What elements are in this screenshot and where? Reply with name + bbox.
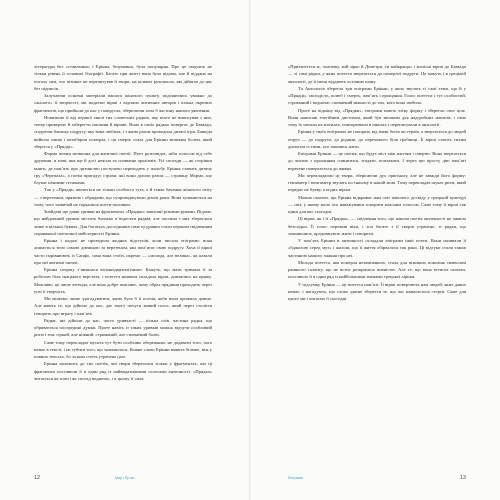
paragraph: Залучаючи основні матеріали вашого жіночого пункту, поділяючись уважно до «жалого» її творчості, ми подаємо вірші з відомих античних авторів і кілька окремих фрагментів, що прийшли до нас у папірусах, зберігаючи хоча б частину нашого уявлення. xyxy=(34,93,212,113)
paragraph: Ерінна і надалі не проводила жодних відступів, коли писала епіграми: вона лишається тією самою дівчиною за веретеном, яка пам’ятає свою подругу. Хоча її вірші часто порівнюють із Сапфо, сама вона стоїть окремо — «молода, але велика», як казали про неї античні читачі. xyxy=(34,238,212,265)
paragraph: Проте на відміну від «Прядки», епіграми мають чітку форму і зберегли своє ціле. Вони написані елегійним дистихом, який був звичним для надгробних написів, і саме тому їх читали на могилах, повторювали в школах і переписували в антології. xyxy=(288,107,466,127)
paragraph: Молода поетеса, яка померла незаміжньою, стала для пізніших поколінь символом раннього таланту, що не встиг розкритися повністю. Але те, що вона встигла сказати, поставило її в один ряд із найбільшими іменами грецької лірики. xyxy=(288,259,466,280)
paragraph: У пам’ять Ерінни в античності складали епіграми інші поети. Вони називали її «бджолою серед муз» і жаліли, що її життя обірвалося так рано. Ці відгуки стали також частиною нашого знання про неї. xyxy=(288,238,466,258)
paragraph: Ці вірші, як і її «Прядка», — свідчення того, що жіноча поезія античності не зникла безслідно. Її голос пережив віки, і хоч багато з її творів утрачено, ті рядки, що залишилися, продовжують жити і говорити. xyxy=(288,216,466,236)
paragraph: «Прихилітеся ж, чоловіку, мій зірко й Деметри, ти найкраща» і жалісні вірші до Бавкіди — ті самі рядки, у яких поетеса звертається до померлої подруги. Це кажуть і в грецькій антології, де її імені віддають останню шану. xyxy=(288,64,466,84)
paragraph: Та Антологія зберегла три епіграми Ерінни, у яких звучать ті самі теми, що й у «Прядці»: молодість, шлюб і смерть, пам’ять і прощання. Голос поетеси і тут особистий, стриманий і водночас сповнений ніжності до тих, кого вона любила. xyxy=(288,85,466,106)
right-running-head: Епіграми xyxy=(288,476,303,480)
right-page-body xyxy=(288,63,466,302)
paragraph: Ерінна у своїх епіграмах не говорить від імені богів чи героїв, а звертається до людей поруч — до подруги, до родини, до перехожого біля гробниці. Її вірші стають тихим діалогом із тими, хто лишився жити. xyxy=(288,129,466,149)
paragraph: Так у «Прядці» являється не тільки особиста туга, а й тонке бачення жіночого світу — з веретеном, пряжею і обрядами, що супроводжували дівочі роки. Вона зупиняється на тому, чого зазвичай не торкалися поети-чоловіки. xyxy=(34,187,212,207)
left-page-number: 12 xyxy=(34,475,41,481)
paragraph: Рядки, які дійшли до нас, часто уривчасті — кілька слів, частина рядка, що обривається посередині думки. Проте навіть із таких уривків можна відчути особливий ритм і тон: гіркий, але ніжний; стриманий, але сповнений болю. xyxy=(34,317,212,338)
paragraph: Ерінна належить до тих поетів, чиї твори збереглися тільки у фрагментах, але ці фрагменти поставили її в один ряд із найвидатнішими голосами античності. «Прядка» читається як плач і як спогад водночас, і в цьому її сила. xyxy=(34,361,212,381)
left-running-head: Мир і Пр-во xyxy=(115,476,135,480)
paragraph: Форма поеми незвична для античної поезії. Поет розповідає, ніби голосом від себе дружини, в мові, яка ще й досі неясна та сповнена архаїзмів. Усі спогади — як сторінки книги, де пам’ять про дитинство поступово переходить у жалобу. Ерінна ставить дитячу гру «Черепаха», а потім пригадує страхи, які вони ділили разом — страшну Мормо, що блукає нічними стежками. xyxy=(34,151,212,185)
paragraph: Ми перекладаємо ці твори, зберігаючи дух оригіналу, але не завжди його форму: гекзаметр і пентаметр звучать по-іншому в нашій мові. Тому перекладач шукає ритм, який передає не букву, а подих вірша. xyxy=(288,172,466,193)
paragraph: Новизною її від першої хвилі тих словесних рядків, яку ніхто не виписував з них, тепер привертає й заберегти писання й віршів. Вона в своїх рядках повертає до Бавкіди, згадуючи близьку подругу, яку вона любила, і з якою разом проводила дитячі ігри. Бавкіда вийшла заміж і незабаром померла, і ця смерть стала для Ерінни великим болем, який зберігся у «Прядці». xyxy=(34,114,212,149)
paragraph: Саме тому перекладач мусить тут бути особливо обережним: не додавати того, чого немає в тексті, і не губити того, що залишилося. Кожне слово Ерінни важить більше, ніж у повних текстах, бо за ним стоїть утрачене ціле. xyxy=(34,339,212,359)
right-page-number: 13 xyxy=(459,475,466,481)
paragraph: літератури без «ставлення» і Ерінна, безумовно, була популярна. Про це свідчить не тільки рівень її головної біографії. Багато при житті вона була відома, але й віддана на поталу тим, хто пізніше не перечитував її твори, на кількох рукописах, які дійшли до нас без підписів. xyxy=(34,64,212,91)
paragraph: У підсумку Ерінна — це поетеса пам’яті. Її вірші повертають нам людей, яких давно немає, і нагадують, що слово здатне зберегти те, що час намагається стерти. Саме для цього ми і читаємо її сьогодні. xyxy=(288,281,466,301)
right-page xyxy=(250,0,500,500)
paragraph: Знайдені ще давні уривки на фрагментах «Прядки» записані різними руками. Відоме, що найдовший уривок містить близько п’ятдесяти рядків, але частина з них збереглася лише в кількох буквах. Для багатьох дослідників саме ці уривки стали першим свідченням справжньої поетичної майстерності Ерінни. xyxy=(34,209,212,236)
paragraph: Ерінна спершу з’являлася вісімнадцятилітньою. Кажуть, що мати тримала її за роботою біля ткацького верстата, і поетеса нишком складала вірші, дивлячись на пряжу. Можливо, це лише легенда, але вона добре пояснює, чому образ прядіння проходить через усю її творчість. xyxy=(34,267,212,294)
paragraph: Епіграми Ерінни — це поезія, що будує міст між життям і смертю. Вона звертається до читача з проханням спинитися, згадати, поплакати. І через цю просту дію пам’яті втрачене повертається до живих. xyxy=(288,151,466,171)
paragraph: Можна сказати, що Ерінна відкриває нам світ жіночого досвіду у грецькій культурі — світ, у якому мало хто наважувався говорити власним голосом. Саме тому її вірші так цінні для нас сьогодні. xyxy=(288,194,466,214)
paragraph: Ми можемо лише здогадуватися, якою була б її поезія, якби вона прожила довше. Але навіть те, що дійшло до нас, дає змогу почути живий голос, який через століття говорить про втрату і пам’ять. xyxy=(34,296,212,316)
left-page-body xyxy=(34,63,212,382)
